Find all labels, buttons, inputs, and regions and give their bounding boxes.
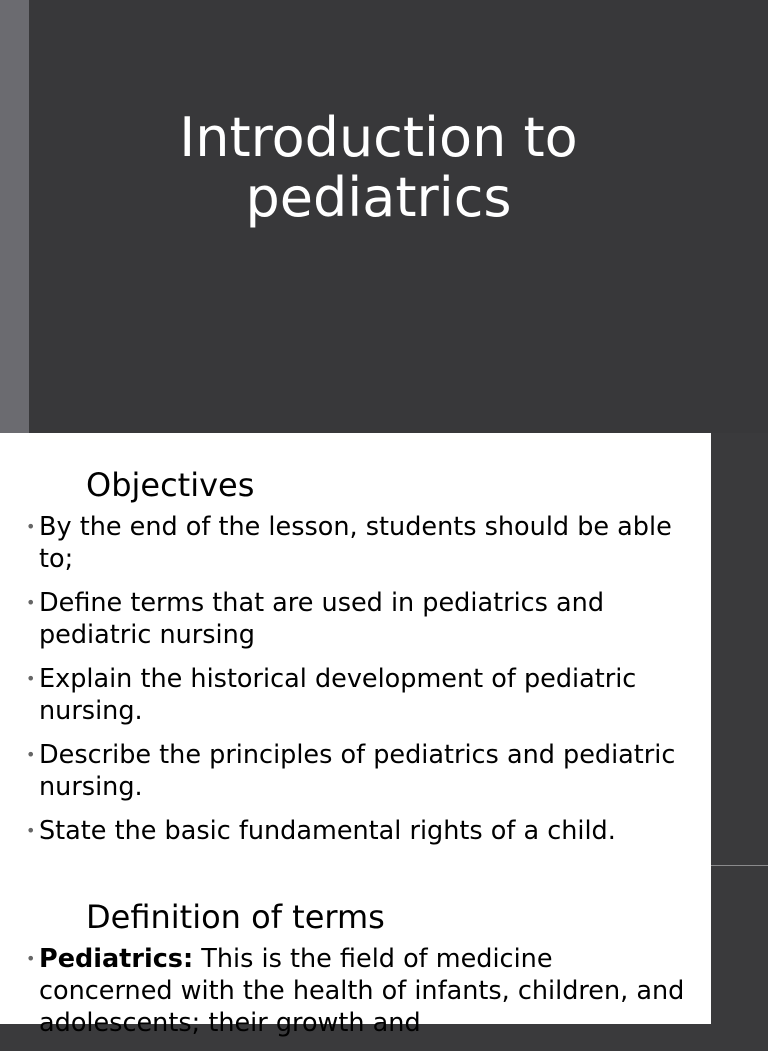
list-item-text: Describe the principles of pediatrics and pediatric nursing. — [39, 740, 676, 802]
slide-divider — [711, 865, 768, 866]
list-item — [26, 943, 691, 1039]
bullet-list — [26, 943, 691, 1051]
list-item — [26, 815, 691, 847]
bullet-list — [26, 511, 691, 859]
bullet-icon: • — [26, 669, 36, 688]
bullet-icon: • — [26, 745, 36, 764]
slide-heading: Definition of terms — [86, 898, 385, 936]
definition-text: This is the field of medicine concerned with the health of infants, children, and adolescents; their growth and — [39, 944, 685, 1038]
list-item-text: Define terms that are used in pediatrics and pediatric nursing — [39, 588, 605, 650]
definition-term: Pediatrics: — [39, 944, 194, 974]
list-item-text: State the basic fundamental rights of a child. — [39, 816, 616, 846]
slide-heading: Objectives — [86, 466, 255, 504]
list-item — [26, 511, 691, 575]
list-item-text: Explain the historical development of pediatric nursing. — [39, 664, 637, 726]
list-item — [26, 663, 691, 727]
list-item-text: By the end of the lesson, students should be able to; — [39, 512, 672, 574]
definitions-slide — [0, 865, 711, 1038]
accent-bar — [0, 0, 29, 433]
bullet-icon: • — [26, 517, 36, 536]
objectives-slide — [0, 433, 711, 865]
slide-title: Introduction to pediatrics — [179, 106, 578, 229]
bullet-icon: • — [26, 821, 36, 840]
list-item — [26, 587, 691, 651]
list-item — [26, 739, 691, 803]
bullet-icon: • — [26, 593, 36, 612]
title-slide — [0, 0, 768, 433]
bullet-icon: • — [26, 949, 36, 968]
